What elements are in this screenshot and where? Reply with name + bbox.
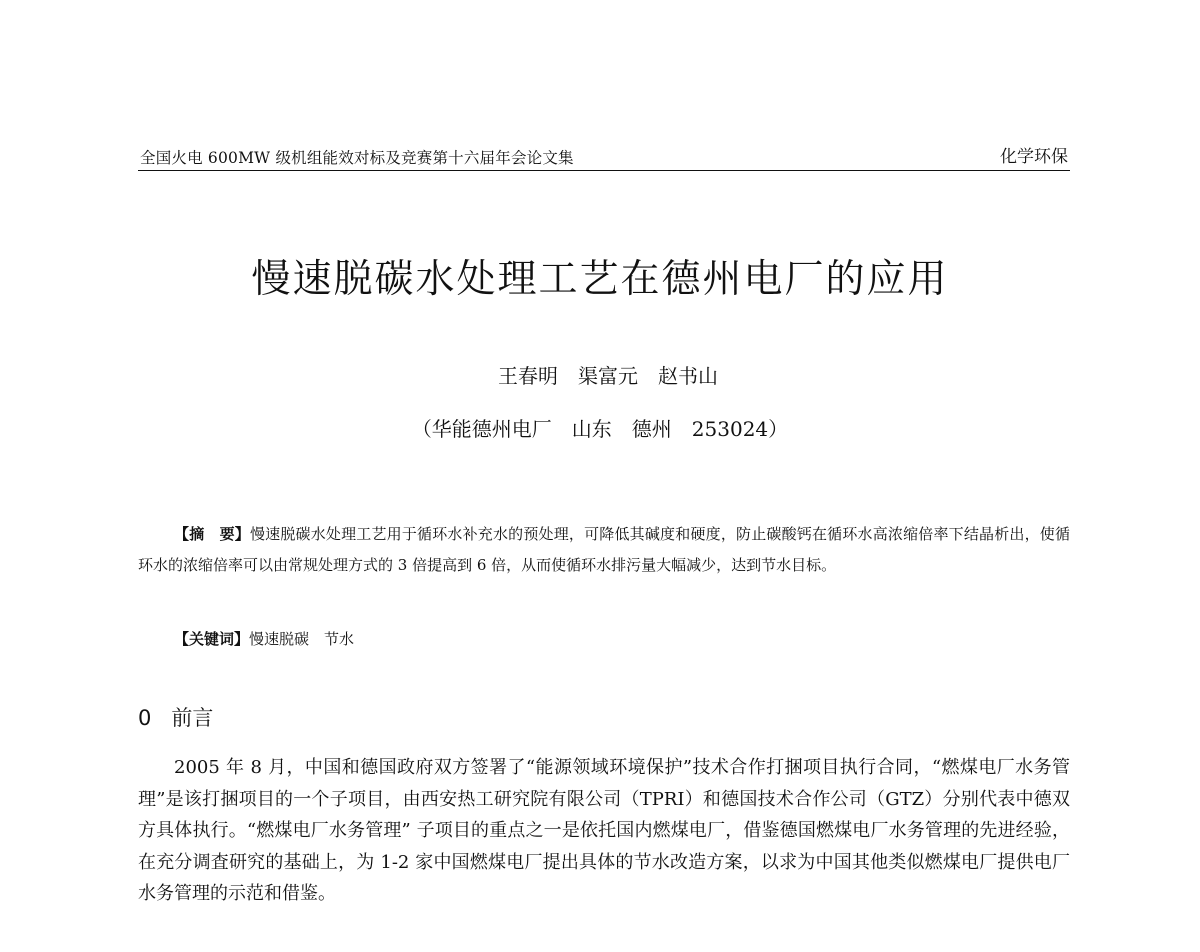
abstract-label: 【摘 要】 [174, 525, 250, 543]
section-title: 前言 [171, 706, 214, 730]
authors: 王春明 渠富元 赵书山 [498, 364, 718, 388]
section-heading [138, 702, 213, 732]
keywords-label: 【关键词】 [174, 630, 250, 648]
journal-name: 全国火电 600MW 级机组能效对标及竞赛第十六届年会论文集 [140, 149, 574, 167]
paper-title: 慢速脱碳水处理工艺在德州电厂的应用 [251, 257, 949, 302]
abstract-text: 慢速脱碳水处理工艺用于循环水补充水的预处理，可降低其碱度和硬度，防止碳酸钙在循环水高浓缩倍率下结晶析出，使循环水的浓缩倍率可以由常规处理方式的 3 倍提高到 6 倍，从而使循环水排污量大幅减少，达到节水目标。 [138, 525, 1070, 574]
section-category: 化学环保 [1000, 147, 1068, 167]
abstract [138, 519, 1070, 581]
body-paragraph: 2005 年 8 月，中国和德国政府双方签署了“能源领域环境保护”技术合作打捆项目执行合同，“燃煤电厂水务管理”是该打捆项目的一个子项目，由西安热工研究院有限公司（TPRI）和德国技术合作公司（GTZ）分别代表中德双方具体执行。“燃煤电厂水务管理” 子项目的重点之一是依托国内燃煤电厂，借鉴德国燃煤电厂水务管理的先进经验，在充分调査研究的基础上，为 1-2 家中国燃煤电厂提出具体的节水改造方案，以求为中国其他类似燃煤电厂提供电厂水务管理的示范和借鉴。 [138, 757, 1070, 904]
keywords [174, 628, 354, 649]
affiliation: （华能德州电厂 山东 德州 253024） [411, 417, 789, 441]
keywords-text: 慢速脱碳 节水 [249, 630, 355, 648]
running-header [138, 142, 1070, 171]
section-number: 0 [138, 706, 152, 730]
